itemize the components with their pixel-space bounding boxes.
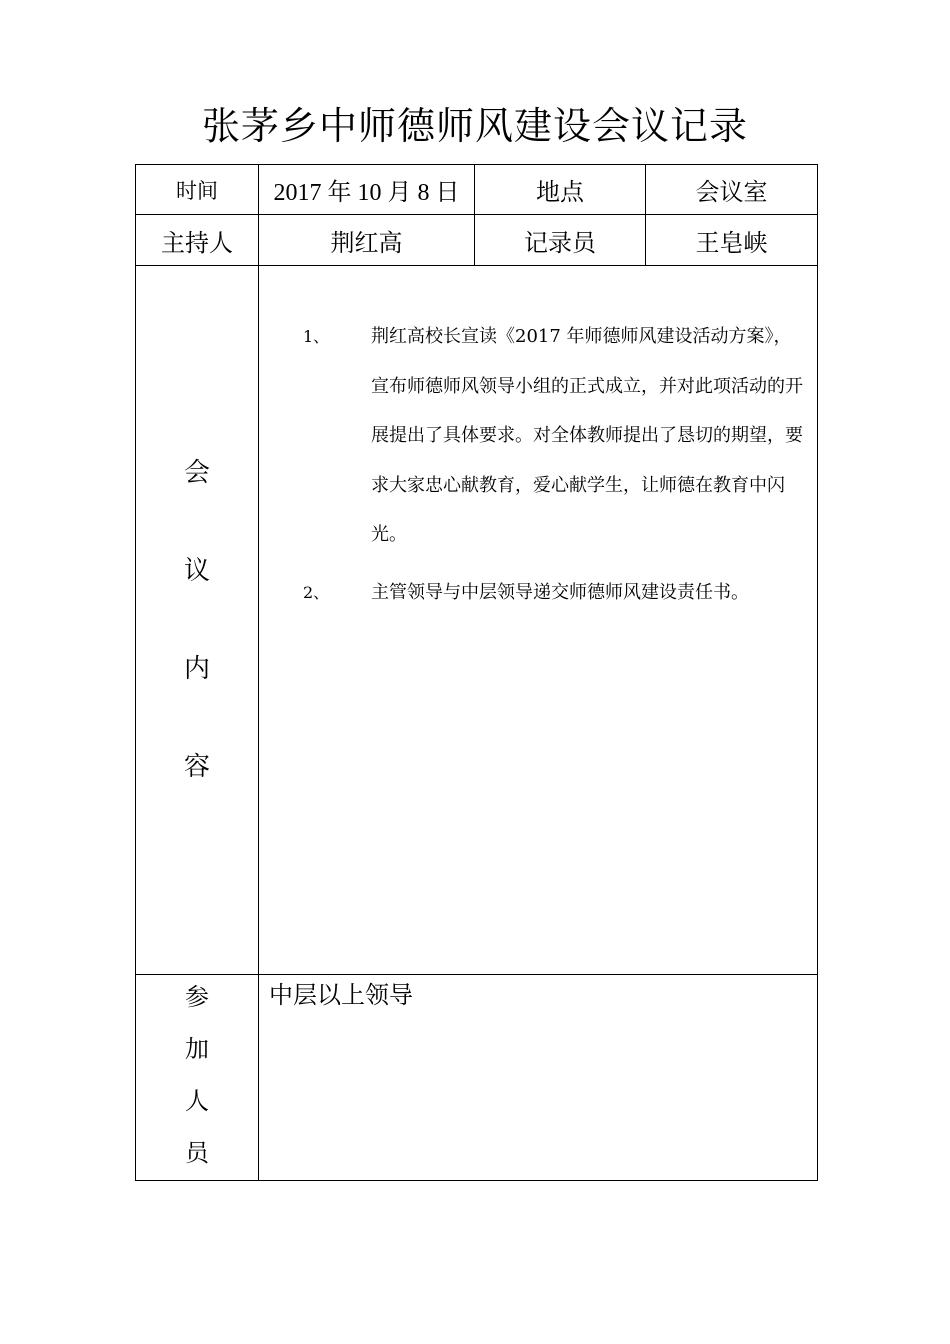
meeting-content-row bbox=[136, 266, 818, 975]
time-place-row bbox=[136, 165, 818, 215]
host-recorder-row bbox=[136, 215, 818, 266]
agenda-item bbox=[259, 568, 817, 618]
recorder-label: 记录员 bbox=[475, 215, 646, 266]
label-char: 容 bbox=[183, 752, 210, 782]
label-char: 议 bbox=[183, 556, 210, 586]
place-value: 会议室 bbox=[646, 165, 818, 215]
recorder-value: 王皂峡 bbox=[646, 215, 818, 266]
meeting-record-table bbox=[135, 164, 818, 1181]
agenda-item-text: 主管领导与中层领导递交师德师风建设责任书。 bbox=[371, 581, 749, 603]
time-label: 时间 bbox=[136, 165, 259, 215]
label-char: 员 bbox=[185, 1139, 209, 1167]
agenda-list bbox=[259, 312, 817, 625]
label-char: 参 bbox=[185, 983, 209, 1011]
page-title: 张茅乡中师德师风建设会议记录 bbox=[201, 104, 748, 148]
label-char: 内 bbox=[183, 654, 210, 684]
place-label: 地点 bbox=[475, 165, 646, 215]
agenda-item bbox=[259, 312, 817, 560]
agenda-item-number: 2、 bbox=[303, 582, 330, 602]
attendees-row bbox=[136, 975, 818, 1181]
meeting-content-label bbox=[136, 266, 259, 975]
label-char: 人 bbox=[185, 1087, 209, 1115]
host-value: 荆红高 bbox=[259, 215, 475, 266]
attendees-value: 中层以上领导 bbox=[259, 975, 818, 1181]
attendees-label bbox=[136, 975, 259, 1181]
agenda-item-number: 1、 bbox=[303, 327, 330, 346]
time-value: 2017 年 10 月 8 日 bbox=[259, 165, 475, 215]
label-char: 加 bbox=[185, 1035, 209, 1063]
host-label: 主持人 bbox=[136, 215, 259, 266]
agenda-item-text: 荆红高校长宣读《2017 年师德师风建设活动方案》，宣布师德师风领导小组的正式成立，并对此项活动的开展提出了具体要求。对全体教师提出了恳切的期望，要求大家忠心献教育，爱心献学生，让师德在教育中闪光。 bbox=[371, 326, 803, 545]
label-char: 会 bbox=[183, 458, 210, 488]
meeting-content-body bbox=[259, 266, 818, 975]
